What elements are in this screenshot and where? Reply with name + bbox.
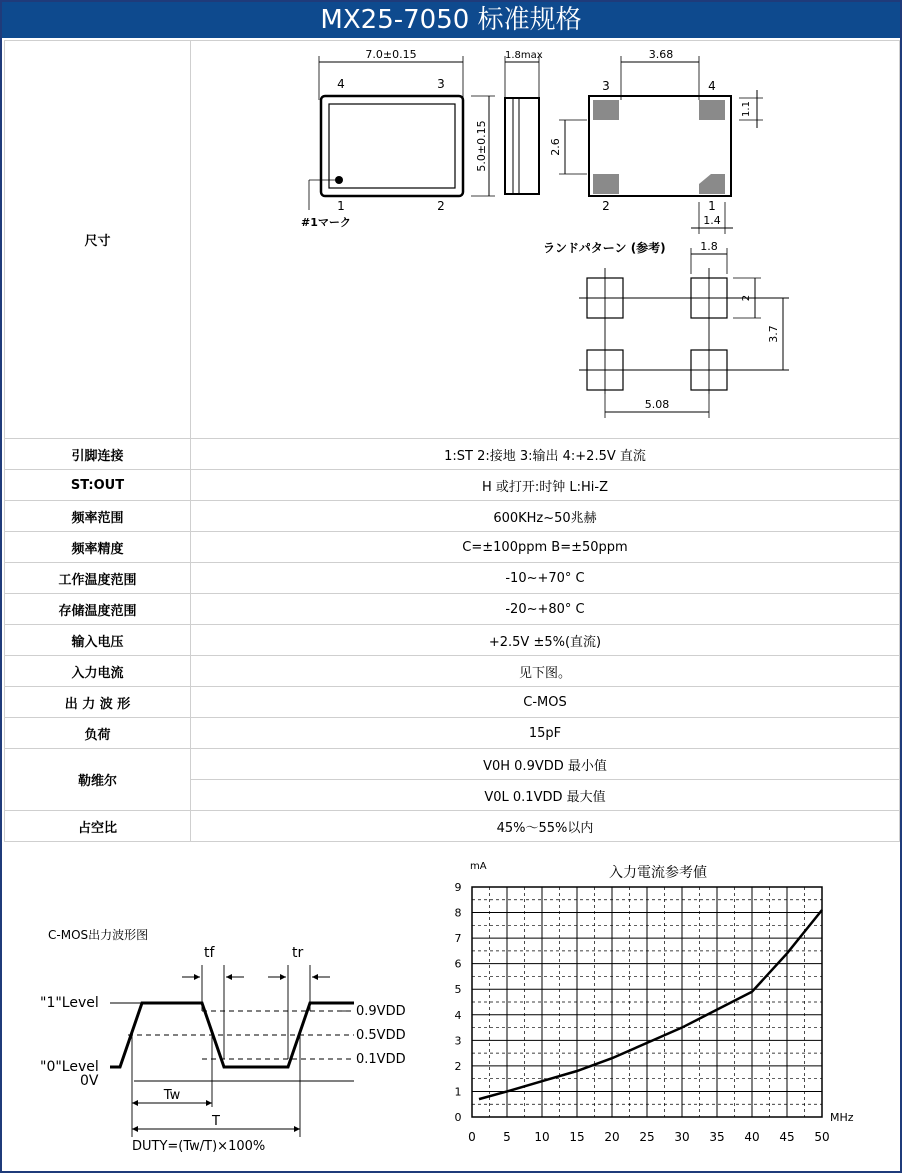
level0-label: "0"Level xyxy=(40,1059,99,1075)
y-tick-label: 7 xyxy=(454,932,462,946)
spec-key: 频率范围 xyxy=(5,501,191,532)
spec-value: +2.5V ±5%(直流) xyxy=(191,625,900,656)
pad-spacing-dim: 3.68 xyxy=(648,47,674,61)
bottom-section xyxy=(4,845,900,1171)
spec-value: 1:ST 2:接地 3:输出 4:+2.5V 直流 xyxy=(191,439,900,470)
spec-row xyxy=(5,532,900,563)
x-tick-label: 20 xyxy=(604,1130,620,1144)
y-tick-label: 5 xyxy=(454,983,462,997)
land-pad-height-dim: 2 xyxy=(741,294,752,301)
y-tick-label: 9 xyxy=(454,881,462,894)
zero-volt-label: 0V xyxy=(80,1073,99,1089)
spec-row xyxy=(5,594,900,625)
land-pattern-title: ランドパターン (参考) xyxy=(543,240,666,255)
cmos-waveform xyxy=(4,845,424,1171)
spec-value: -10~+70° C xyxy=(191,563,900,594)
bottom-pin-3: 3 xyxy=(602,78,610,93)
spec-key: 入力电流 xyxy=(5,656,191,687)
y-tick-label: 8 xyxy=(454,906,462,920)
spec-row xyxy=(5,625,900,656)
spec-row xyxy=(5,563,900,594)
v05-label: 0.5VDD xyxy=(356,1028,406,1043)
chart-ylabel: mA xyxy=(470,861,487,872)
bottom-pin-2: 2 xyxy=(602,198,610,213)
top-pin-2: 2 xyxy=(437,198,445,213)
spec-value: 见下图。 xyxy=(191,656,900,687)
dimension-drawing-cell xyxy=(191,41,900,439)
chart-grid xyxy=(472,887,822,1117)
spec-value: C-MOS xyxy=(191,687,900,718)
spec-key: 工作温度范围 xyxy=(5,563,191,594)
spec-value: C=±100ppm B=±50ppm xyxy=(191,532,900,563)
level-key: 勒维尔 xyxy=(5,749,191,811)
level1-label: "1"Level xyxy=(40,995,99,1011)
level-row-high xyxy=(5,749,900,780)
pin1-mark-label: #1マーク xyxy=(301,215,351,229)
t-label: T xyxy=(212,1114,220,1129)
spec-row xyxy=(5,439,900,470)
x-tick-label: 0 xyxy=(468,1130,476,1144)
y-tick-label: 6 xyxy=(454,957,462,971)
spec-row xyxy=(5,687,900,718)
spec-value: H 或打开:时钟 L:Hi-Z xyxy=(191,470,900,501)
duty-formula: DUTY=(Tw/T)×100% xyxy=(132,1139,266,1154)
spec-table xyxy=(4,40,900,842)
y-tick-label: 2 xyxy=(454,1059,462,1073)
tw-label: Tw xyxy=(163,1088,181,1103)
level-value-low: V0L 0.1VDD 最大值 xyxy=(191,780,900,811)
v01-label: 0.1VDD xyxy=(356,1052,406,1067)
spec-value: -20~+80° C xyxy=(191,594,900,625)
x-tick-label: 10 xyxy=(534,1130,550,1144)
spec-row xyxy=(5,470,900,501)
x-tick-label: 30 xyxy=(674,1130,690,1144)
y-tick-label: 0 xyxy=(454,1111,462,1124)
x-tick-label: 45 xyxy=(779,1130,795,1144)
tr-label: tr xyxy=(292,945,304,961)
spec-key: 存储温度范围 xyxy=(5,594,191,625)
dimension-drawing xyxy=(191,42,899,438)
page-title: MX25-7050 标准规格 xyxy=(2,2,900,38)
chart-xlabel: MHz xyxy=(830,1111,854,1124)
x-tick-label: 15 xyxy=(569,1130,585,1144)
v09-label: 0.9VDD xyxy=(356,1004,406,1019)
spec-key: 频率精度 xyxy=(5,532,191,563)
spec-row xyxy=(5,656,900,687)
spec-row xyxy=(5,501,900,532)
current-chart xyxy=(426,845,896,1171)
land-pad-width-dim: 1.8 xyxy=(700,239,718,253)
bottom-pin-1: 1 xyxy=(708,198,716,213)
y-tick-label: 1 xyxy=(454,1085,462,1099)
land-pitch-v-dim: 3.7 xyxy=(767,324,780,343)
spec-key: 出 力 波 形 xyxy=(5,687,191,718)
top-pin-4: 4 xyxy=(337,76,345,91)
land-pitch-h-dim: 5.08 xyxy=(644,397,670,411)
tf-label: tf xyxy=(204,945,215,961)
duty-value: 45%～55%以内 xyxy=(191,811,900,842)
x-tick-label: 25 xyxy=(639,1130,655,1144)
top-pin-3: 3 xyxy=(437,76,445,91)
bottom-view xyxy=(559,56,763,234)
bottom-pin-4: 4 xyxy=(708,78,716,93)
x-tick-label: 40 xyxy=(744,1130,760,1144)
spec-row xyxy=(5,718,900,749)
pad-height-dim: 1.1 xyxy=(741,100,752,117)
level-value-high: V0H 0.9VDD 最小值 xyxy=(191,749,900,780)
land-pattern xyxy=(579,248,789,418)
chart-title: 入力電流参考値 xyxy=(609,865,707,881)
spec-value: 15pF xyxy=(191,718,900,749)
spec-key: ST:OUT xyxy=(5,470,191,501)
dimension-row xyxy=(5,41,900,439)
top-height-dim: 5.0±0.15 xyxy=(475,119,488,172)
x-tick-label: 5 xyxy=(503,1130,511,1144)
side-view xyxy=(505,56,539,194)
duty-row xyxy=(5,811,900,842)
spec-key: 引脚连接 xyxy=(5,439,191,470)
y-tick-label: 4 xyxy=(454,1008,462,1022)
side-thickness-dim: 1.8max xyxy=(505,49,543,61)
top-width-dim: 7.0±0.15 xyxy=(365,47,417,61)
top-pin-1: 1 xyxy=(337,198,345,213)
y-tick-label: 3 xyxy=(454,1034,462,1048)
spec-value: 600KHz~50兆赫 xyxy=(191,501,900,532)
pad-width-dim: 1.4 xyxy=(703,213,721,227)
spec-key: 负荷 xyxy=(5,718,191,749)
waveform-title: C-MOS出力波形图 xyxy=(48,928,149,942)
duty-key: 占空比 xyxy=(5,811,191,842)
x-tick-label: 35 xyxy=(709,1130,725,1144)
x-tick-label: 50 xyxy=(814,1130,830,1144)
dimension-label: 尺寸 xyxy=(5,41,191,439)
pad-gap-dim: 2.6 xyxy=(549,137,562,156)
spec-key: 输入电压 xyxy=(5,625,191,656)
